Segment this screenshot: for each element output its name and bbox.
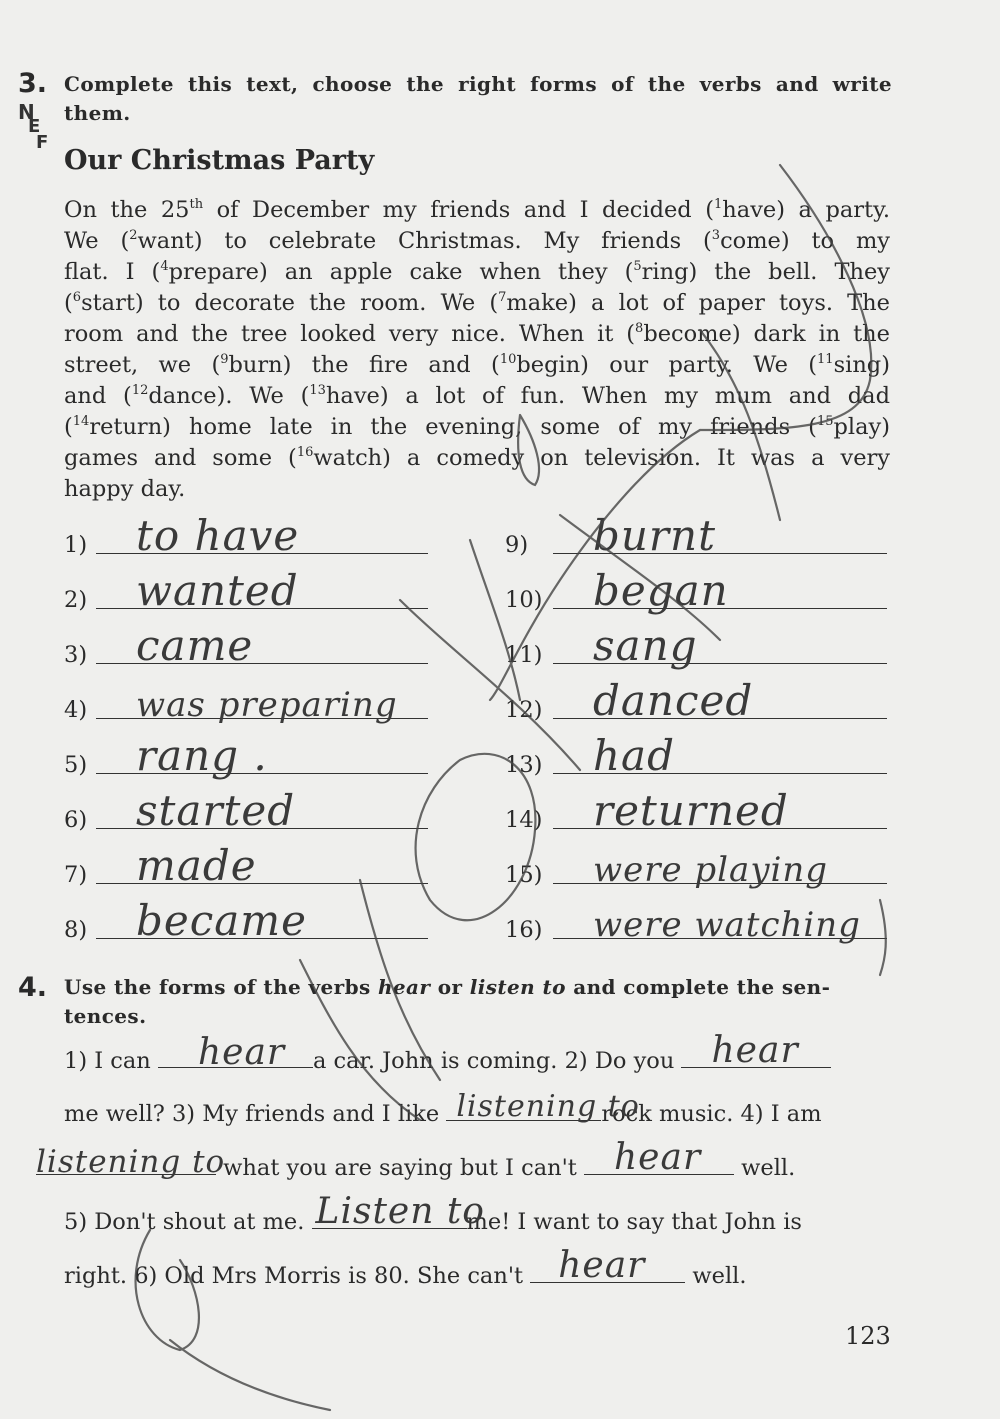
text-segment: of December my friends and I decided ( <box>203 197 715 223</box>
sentence-text: 1) I can <box>64 1048 158 1074</box>
text-segment: games and some ( <box>64 445 297 471</box>
handwritten-answer: returned <box>593 786 789 835</box>
answer-number: 5) <box>64 752 88 778</box>
handwritten-answer: hear <box>558 1245 646 1286</box>
superscript: 12 <box>131 383 149 398</box>
handwritten-answer: began <box>593 566 729 615</box>
handwritten-answer: listening to <box>36 1144 226 1180</box>
handwritten-answer: made <box>136 841 257 890</box>
superscript: 14 <box>72 414 90 429</box>
exercise-3-number: 3. <box>18 68 48 99</box>
answer-number: 12) <box>505 697 543 723</box>
instruction-verb-listen: listen to <box>469 975 566 999</box>
margin-mark-n: N <box>18 100 35 124</box>
handwritten-answer: burnt <box>593 511 716 560</box>
handwritten-answer: sang <box>593 621 698 670</box>
handwritten-answer: Listen to <box>315 1191 485 1232</box>
text-segment: watch) a comedy on television. It was a very <box>313 445 890 471</box>
superscript: 4 <box>160 259 169 274</box>
handwritten-answer: hear <box>613 1137 702 1178</box>
exercise-3-instruction-line-2: them. <box>64 101 131 125</box>
exercise-4-number: 4. <box>18 972 48 1003</box>
handwritten-answer: wanted <box>136 566 299 615</box>
text-segment: prepare) an apple cake when they ( <box>168 259 634 285</box>
text-segment: flat. I ( <box>64 259 161 285</box>
superscript: 1 <box>714 197 723 212</box>
margin-mark-e: E <box>28 116 41 137</box>
text-segment: play) <box>833 414 890 440</box>
answer-number: 13) <box>505 752 543 778</box>
superscript: 6 <box>72 290 82 305</box>
handwritten-answer: to have <box>136 511 300 560</box>
sentence-text: 5) Don't shout at me. <box>64 1209 312 1235</box>
answer-number: 10) <box>505 587 543 613</box>
superscript: 5 <box>633 259 642 274</box>
instruction-part-b: and complete the sen- <box>565 975 831 999</box>
handwritten-answer: listening to <box>456 1089 640 1124</box>
handwritten-answer: danced <box>593 676 754 725</box>
text-segment: dance). We ( <box>148 383 310 409</box>
text-segment: ( <box>64 290 73 316</box>
text-segment: room and the tree looked very nice. When it ( <box>64 321 636 347</box>
handwritten-answer: came <box>136 621 254 670</box>
text-segment: ( <box>64 414 73 440</box>
handwritten-answer: was preparing <box>136 685 398 725</box>
exercise-4-instruction-line-2: tences. <box>64 1004 147 1028</box>
superscript: 13 <box>309 383 326 398</box>
handwritten-answer: were watching <box>593 905 861 945</box>
text-segment: ring) the bell. They <box>641 259 890 285</box>
text-segment: make) a lot of paper toys. The <box>506 290 890 316</box>
exercise-3-instruction-line-1: Complete this text, choose the right forms of the verbs and write <box>64 72 892 96</box>
superscript: th <box>189 197 204 212</box>
margin-mark-f: F <box>36 132 49 153</box>
text-segment: become) dark in the <box>643 321 890 347</box>
text-segment: We ( <box>64 228 130 254</box>
answer-number: 1) <box>64 532 88 558</box>
text-segment: start) to decorate the room. We ( <box>81 290 499 316</box>
sentence-text: well. <box>685 1263 747 1289</box>
answer-number: 6) <box>64 807 88 833</box>
superscript: 16 <box>296 445 314 460</box>
answer-number: 3) <box>64 642 88 668</box>
text-segment: return) home late in the evening, some of my friends ( <box>89 414 817 440</box>
text-title: Our Christmas Party <box>64 145 375 176</box>
text-segment: have) a party. <box>722 197 890 223</box>
handwritten-answer: rang . <box>136 731 268 780</box>
sentence-text: a car. John is coming. 2) Do you <box>312 1048 682 1074</box>
sentence-text: me well? 3) My friends and I like <box>64 1101 447 1127</box>
handwritten-answer: started <box>136 786 296 835</box>
instruction-or: or <box>430 975 470 999</box>
handwritten-answer: became <box>136 896 307 945</box>
text-segment: sing) <box>833 352 890 378</box>
sentence-text: well. <box>733 1155 796 1181</box>
answer-number: 4) <box>64 697 88 723</box>
instruction-verb-hear: hear <box>377 975 431 999</box>
answer-number: 2) <box>64 587 88 613</box>
sentence-text: right. 6) Old Mrs Morris is 80. She can't <box>64 1263 531 1289</box>
text-segment: burn) the fire and ( <box>228 352 500 378</box>
answer-number: 9) <box>505 532 529 558</box>
superscript: 7 <box>498 290 507 305</box>
instruction-part-a: Use the forms of the verbs <box>64 975 378 999</box>
superscript: 15 <box>816 414 834 429</box>
superscript: 9 <box>220 352 229 367</box>
answer-number: 14) <box>505 807 543 833</box>
superscript: 3 <box>711 228 721 243</box>
answer-number: 16) <box>505 917 543 943</box>
handwritten-answer: were playing <box>593 850 829 890</box>
sentence-text: what you are saying but I can't <box>216 1155 584 1181</box>
answer-number: 11) <box>505 642 543 668</box>
superscript: 10 <box>499 352 517 367</box>
handwritten-answer: hear <box>711 1030 799 1071</box>
text-segment: street, we ( <box>64 352 221 378</box>
handwritten-answer: hear <box>197 1032 286 1073</box>
superscript: 8 <box>635 321 644 336</box>
handwritten-answer: had <box>593 731 675 780</box>
answer-number: 15) <box>505 862 543 888</box>
text-segment: and ( <box>64 383 132 409</box>
text-segment: come) to my <box>720 228 890 254</box>
answer-number: 8) <box>64 917 88 943</box>
sentence-text: me! I want to say that John is <box>466 1209 802 1235</box>
sentence-text: rock music. 4) I am <box>601 1101 822 1127</box>
text-segment: On the 25 <box>64 197 190 223</box>
text-segment: happy day. <box>64 476 186 502</box>
text-segment: want) to celebrate Christmas. My friends ( <box>137 228 712 254</box>
superscript: 11 <box>817 352 834 367</box>
text-segment: have) a lot of fun. When my mum and dad <box>325 383 890 409</box>
text-segment: begin) our party. We ( <box>516 352 818 378</box>
page-number: 123 <box>845 1322 891 1350</box>
answer-number: 7) <box>64 862 88 888</box>
superscript: 2 <box>129 228 138 243</box>
